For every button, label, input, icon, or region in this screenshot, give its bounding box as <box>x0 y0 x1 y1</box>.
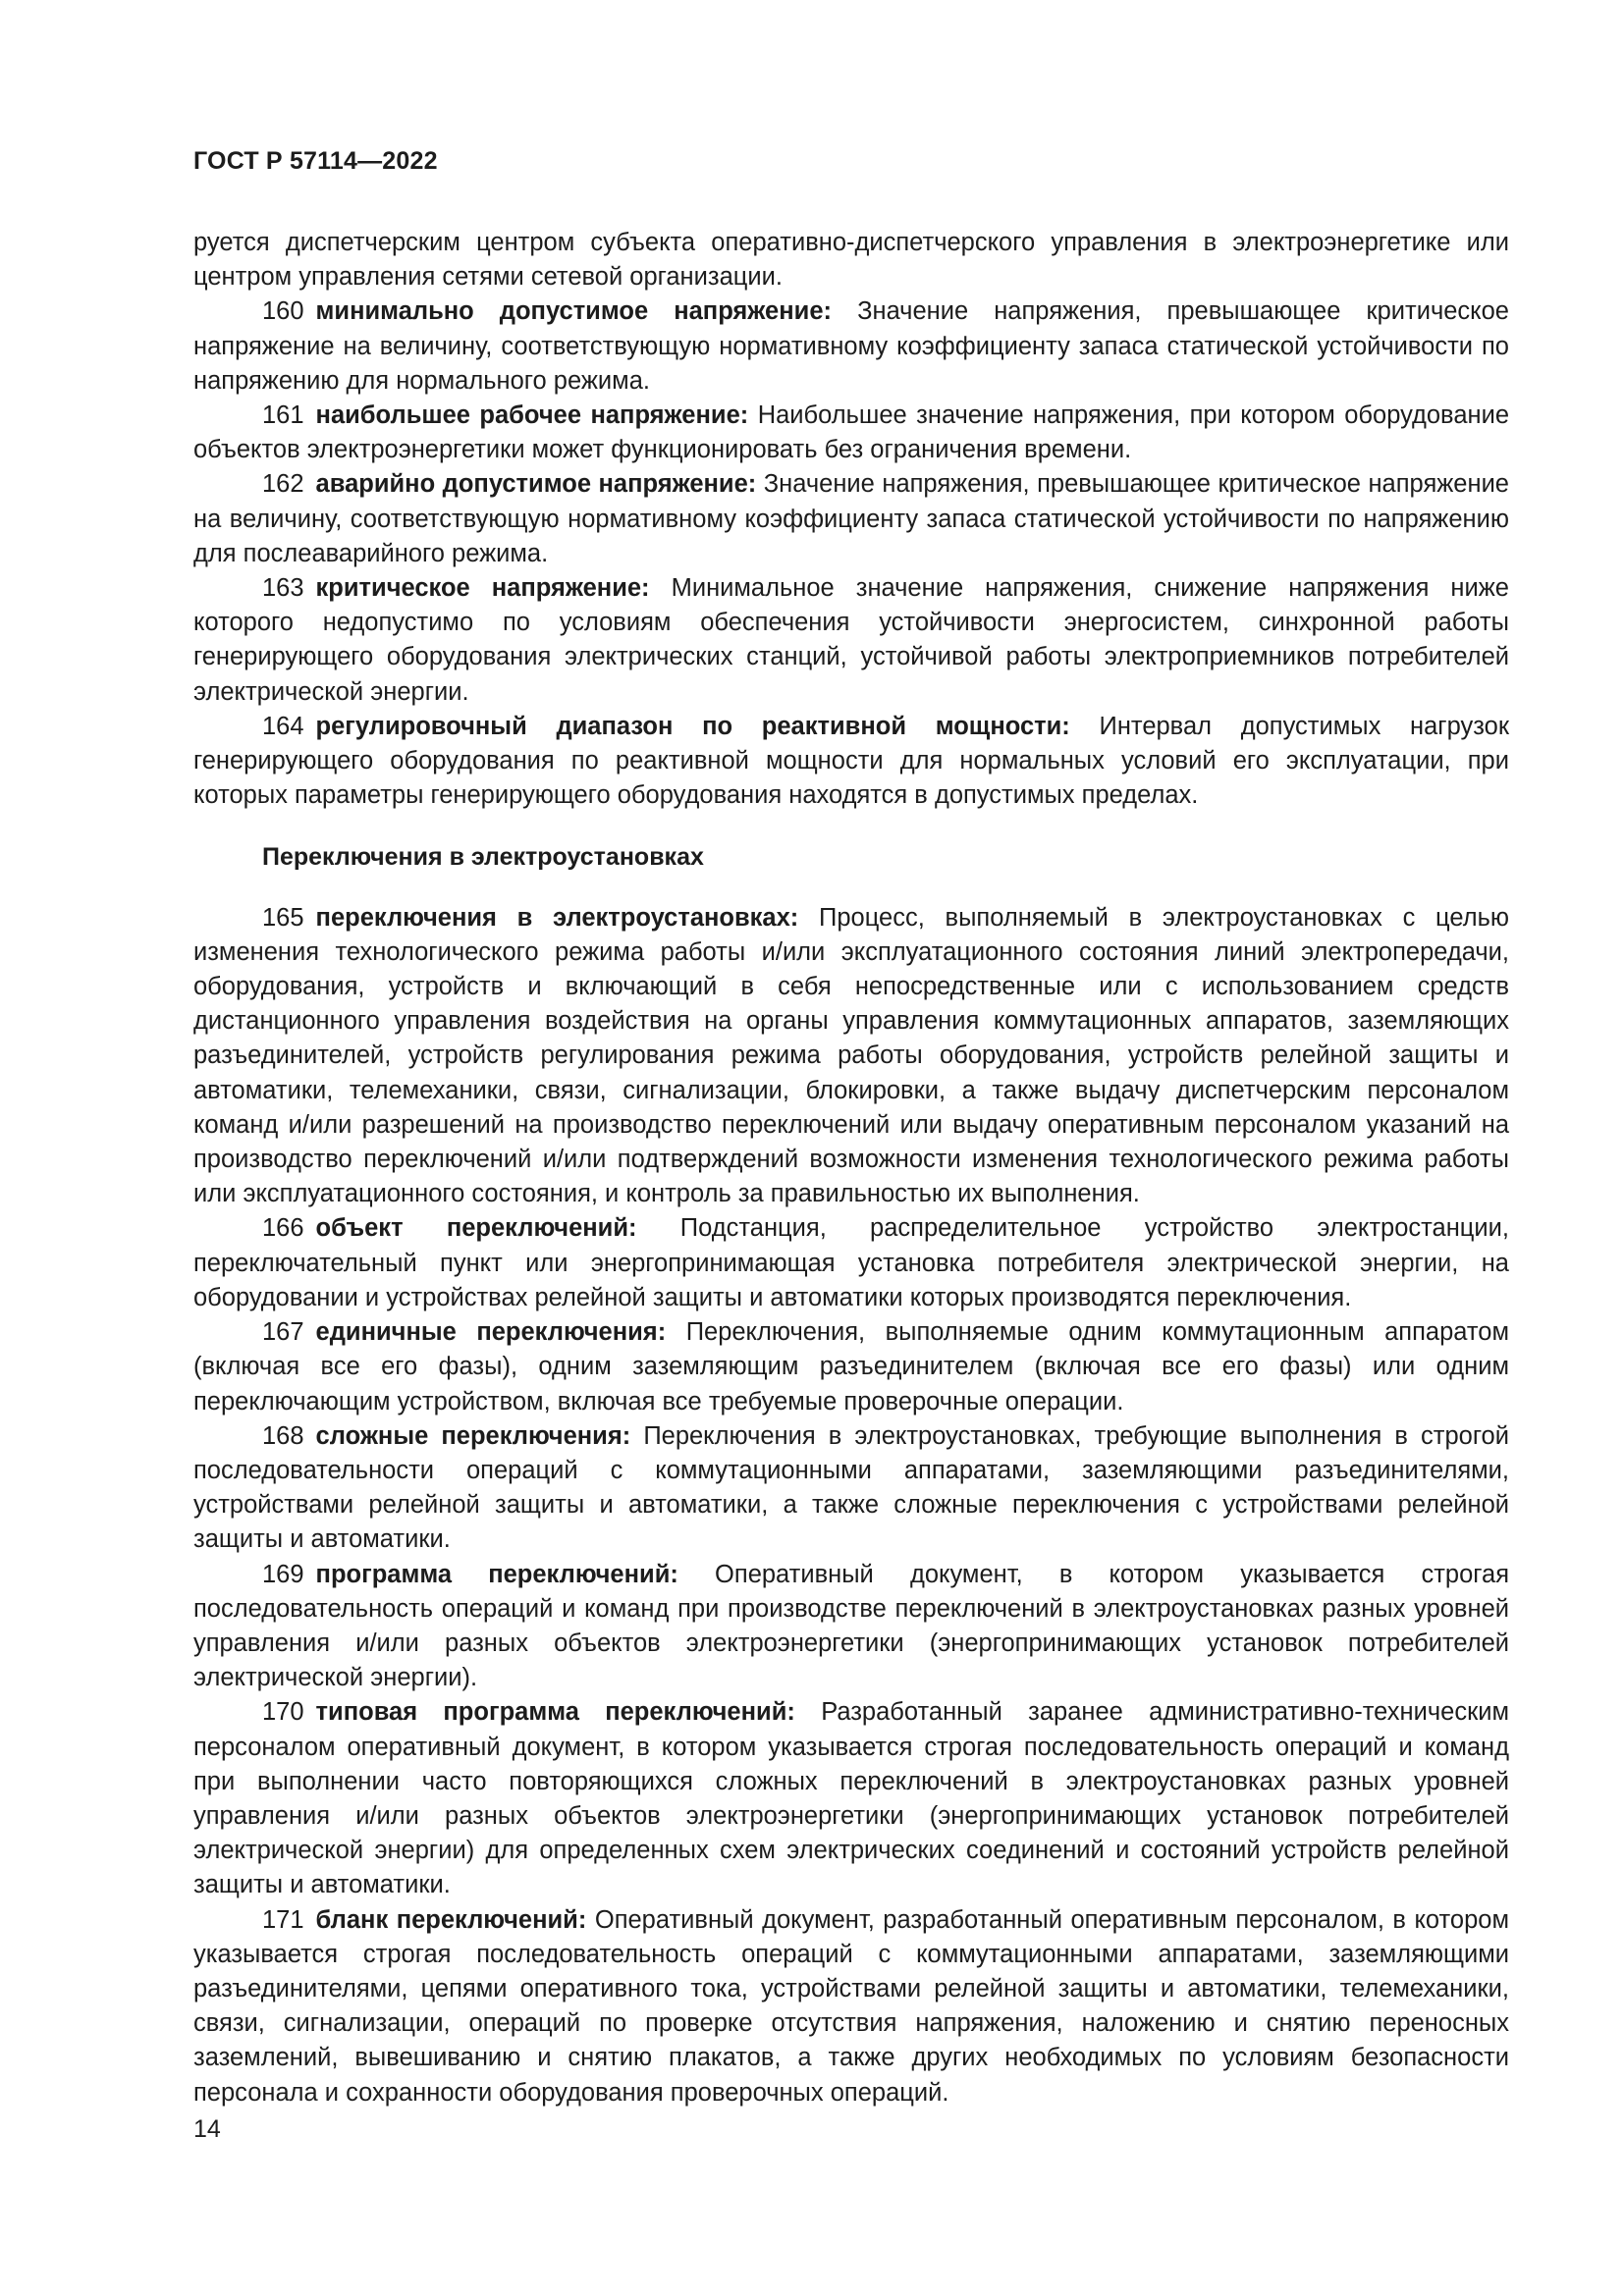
entry-number: 170 <box>262 1698 304 1727</box>
entry-165 <box>193 901 1509 1212</box>
entry-168 <box>193 1419 1509 1558</box>
entry-166 <box>193 1211 1509 1315</box>
entry-number: 168 <box>262 1421 304 1450</box>
entry-162 <box>193 467 1509 571</box>
section-heading: Переключения в электроустановках <box>262 843 704 872</box>
entry-number: 169 <box>262 1560 304 1588</box>
entry-164 <box>193 710 1509 814</box>
entry-167 <box>193 1315 1509 1419</box>
entry-definition: Процесс, выполняемый в электроустановках с целью изменения технологического режима работы и/или эксплуатационного состояния линий электропередачи, оборудования, устройств и включающий в себя непосредственные или с использованием средств дистанционного управления воздействия на органы управления коммутационных аппаратов, заземляющих разъединителей, устройств регулирования режима работы оборудования, устройств релейной защиты и автоматики, телемеханики, связи, сигнализации, блокировки, а также выдачу диспетчерским персоналом команд и/или разрешений на производство переключений или выдачу оперативным персоналом указаний на производство переключений и/или подтверждений возможности изменения технологического режима работы или эксплуатационного состояния, и контроль за правильностью их выполнения. <box>193 903 1509 1208</box>
entry-term: регулировочный диапазон по реактивной мощности: <box>315 712 1070 740</box>
entry-term: сложные переключения: <box>315 1421 631 1450</box>
entry-161 <box>193 399 1509 467</box>
entry-definition: Переключения в электроустановках, требующие выполнения в строгой последовательности операций с коммутационными аппаратами, заземляющими разъединителями, устройствами релейной защиты и автоматики, а также сложные переключения с устройствами релейной защиты и автоматики. <box>193 1421 1509 1554</box>
entry-term: наибольшее рабочее напряжение: <box>315 401 749 430</box>
entry-number: 161 <box>262 401 304 430</box>
entry-number: 160 <box>262 297 304 326</box>
document-header <box>193 147 438 176</box>
entry-term: типовая программа переключений: <box>315 1698 795 1727</box>
document-body <box>193 226 1509 2110</box>
entry-term: критическое напряжение: <box>315 574 650 603</box>
entry-definition: Переключения, выполняемые одним коммутационным аппаратом (включая все его фазы), одним заземляющим разъединителем (включая все его фазы) или одним переключающим устройством, включая все требуемые проверочные операции. <box>193 1318 1509 1415</box>
entry-number: 171 <box>262 1905 304 1934</box>
entry-definition: Оперативный документ, в котором указывается строгая последовательность операций и команд при производстве переключений в электроустановках разных уровней управления и/или разных объектов электроэнергетики (энергопринимающих установок потребителей электрической энергии). <box>193 1560 1510 1692</box>
entry-definition: Подстанция, распределительное устройство электростанции, переключательный пункт или энергопринимающая установка потребителя электрической энергии, на оборудовании и устройствах релейной защиты и автоматики которых производятся переключения. <box>193 1214 1509 1311</box>
entry-definition: Разработанный заранее административно-техническим персоналом оперативный документ, в котором указывается строгая последовательность операций и команд при выполнении часто повторяющихся сложных переключений в электроустановках разных уровней управления и/или разных объектов электроэнергетики (энергопринимающих установок потребителей электрической энергии) для определенных схем электрических соединений и состояний устройств релейной защиты и автоматики. <box>193 1698 1509 1899</box>
entry-definition: Интервал допустимых нагрузок генерирующего оборудования по реактивной мощности для нормальных условий его эксплуатации, при которых параметры генерирующего оборудования находятся в допустимых пределах. <box>193 712 1509 810</box>
entry-definition: Наибольшее значение напряжения, при котором оборудование объектов электроэнергетики может функционировать без ограничения времени. <box>193 401 1510 464</box>
entry-definition: Значение напряжения, превышающее критическое напряжение на величину, соответствующую нормативному коэффициенту запаса статической устойчивости по напряжению для нормального режима. <box>193 297 1509 395</box>
entry-term: аварийно допустимое напряжение: <box>315 470 757 499</box>
entry-170 <box>193 1695 1509 1902</box>
entry-definition: Оперативный документ, разработанный оперативным персоналом, в котором указывается строгая последовательность операций с коммутационными аппаратами, заземляющими разъединителями, цепями оперативного тока, устройствами релейной защиты и автоматики, телемеханики, связи, сигнализации, операций по проверке отсутствия напряжения, наложению и снятию переносных заземлений, вывешиванию и снятию плакатов, а также других необходимых по условиям безопасности персонала и сохранности оборудования проверочных операций. <box>193 1905 1509 2107</box>
entry-number: 163 <box>262 574 304 603</box>
entry-163 <box>193 571 1509 710</box>
entry-160 <box>193 294 1509 399</box>
entry-term: минимально допустимое напряжение: <box>315 297 832 326</box>
page-number: 14 <box>193 2115 221 2143</box>
entry-number: 164 <box>262 712 304 740</box>
entry-term: бланк переключений: <box>315 1905 587 1934</box>
entry-number: 166 <box>262 1214 304 1243</box>
entry-term: единичные переключения: <box>315 1318 667 1347</box>
entry-number: 167 <box>262 1318 304 1347</box>
entry-term: объект переключений: <box>315 1214 637 1243</box>
entry-term: программа переключений: <box>315 1560 678 1588</box>
entry-definition: Минимальное значение напряжения, снижение напряжения ниже которого недопустимо по условиям обеспечения устойчивости энергосистем, синхронной работы генерирующего оборудования электрических станций, устойчивой работы электроприемников потребителей электрической энергии. <box>193 574 1509 706</box>
entry-definition: Значение напряжения, превышающее критическое напряжение на величину, соответствующую нормативному коэффициенту запаса статической устойчивости по напряжению для послеаварийного режима. <box>193 470 1509 567</box>
entry-number: 162 <box>262 470 304 499</box>
entry-number: 165 <box>262 903 304 932</box>
entry-term: переключения в электроустановках: <box>315 903 799 932</box>
entry-171 <box>193 1903 1509 2110</box>
entry-169 <box>193 1558 1509 1696</box>
continuation-paragraph: руется диспетчерским центром субъекта оперативно-диспетчерского управления в электроэнергетике или центром управления сетями сетевой организации. <box>193 229 1509 292</box>
standard-code: ГОСТ Р 57114—2022 <box>193 147 438 175</box>
